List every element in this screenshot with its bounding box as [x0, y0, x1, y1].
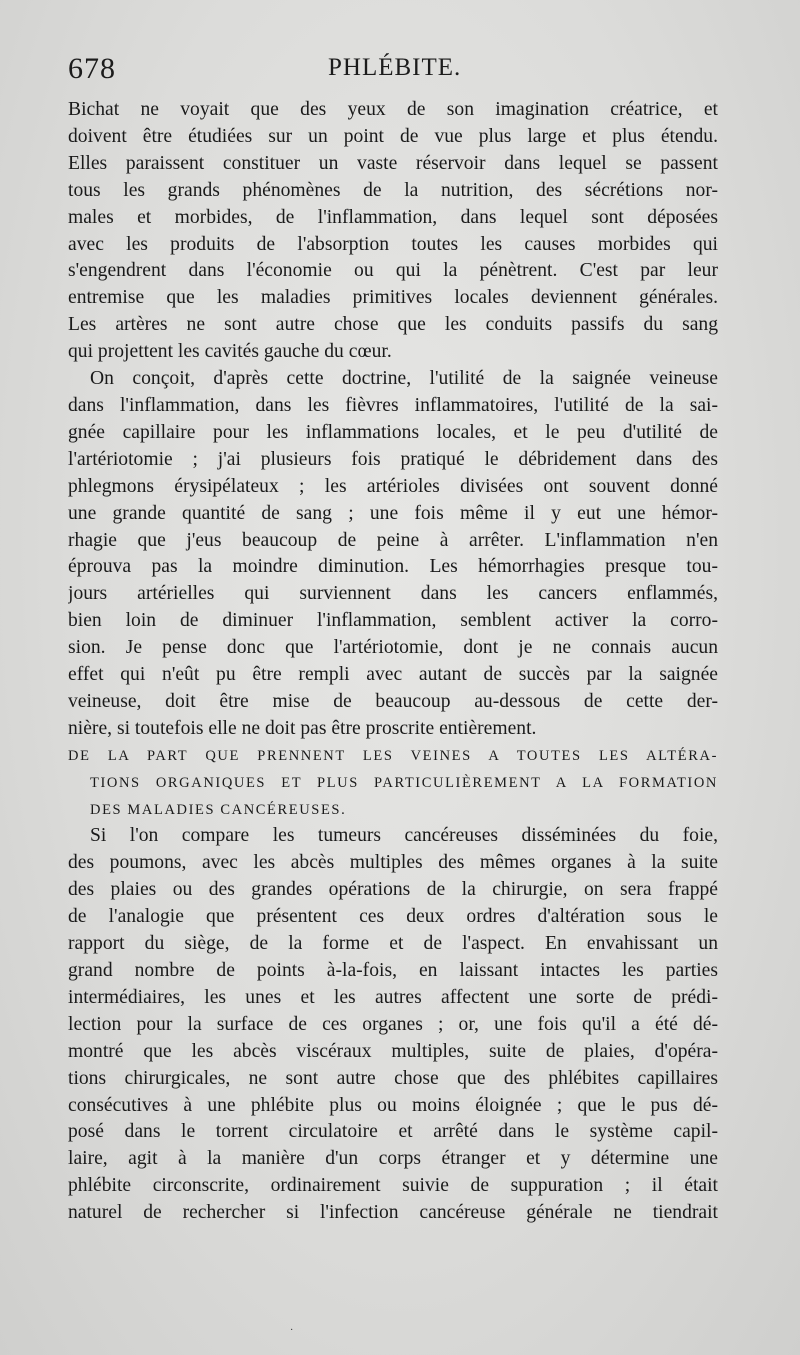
text-line: entremise que les maladies primitives locales deviennent générales. — [68, 287, 718, 309]
text-line: consécutives à une phlébite plus ou moins éloignée ; que le pus dé- — [68, 1094, 718, 1116]
running-title: PHLÉBITE. — [328, 54, 462, 81]
text-line: nière, si toutefois elle ne doit pas être proscrite entièrement. — [68, 717, 537, 739]
text-line: intermédiaires, les unes et les autres affectent une sorte de prédi- — [68, 986, 718, 1008]
text-line: phlébite circonscrite, ordinairement suivie de suppuration ; il était — [68, 1175, 718, 1197]
heading-line: DE LA PART QUE PRENNENT LES VEINES A TOUTES LES ALTÉRA- — [68, 747, 718, 764]
text-line: grand nombre de points à-la-fois, en laissant intactes les parties — [68, 960, 718, 981]
text-line: males et morbides, de l'inflammation, dans lequel sont déposées — [68, 206, 718, 228]
page-header — [68, 52, 718, 88]
paragraph-3 — [68, 823, 718, 1227]
text-line: tous les grands phénomènes de la nutrition, des sécrétions nor- — [68, 179, 718, 201]
text-line: rhagie que j'eus beaucoup de peine à arrêter. L'inflammation n'en — [68, 529, 718, 551]
text-line: rapport du siège, de la forme et de l'aspect. En envahissant un — [68, 933, 718, 955]
text-line: des poumons, avec les abcès multiples des mêmes organes à la suite — [68, 852, 718, 874]
text-line: posé dans le torrent circulatoire et arrêté dans le système capil- — [68, 1121, 718, 1143]
body-text — [68, 97, 718, 1227]
paragraph-1 — [68, 97, 718, 366]
page-number: 678 — [68, 52, 116, 85]
text-line: dans l'inflammation, dans les fièvres inflammatoires, l'utilité de la sai- — [68, 394, 718, 416]
text-line: Bichat ne voyait que des yeux de son imagination créatrice, et — [68, 99, 718, 120]
text-line: l'artériotomie ; j'ai plusieurs fois pratiqué le débridement dans des — [68, 448, 718, 470]
text-line: tions chirurgicales, ne sont autre chose que des phlébites capillaires — [68, 1067, 718, 1089]
text-line: effet qui n'eût pu être rempli avec autant de succès par la saignée — [68, 664, 718, 686]
text-line: On conçoit, d'après cette doctrine, l'utilité de la saignée veineuse — [90, 368, 718, 390]
text-line: laire, agit à la manière d'un corps étranger et y détermine une — [68, 1148, 718, 1170]
text-line: Les artères ne sont autre chose que les conduits passifs du sang — [68, 314, 718, 336]
heading-line: DES MALADIES CANCÉREUSES. — [90, 801, 347, 818]
text-line: de l'analogie que présentent ces deux ordres d'altération sous le — [68, 906, 718, 928]
text-line: qui projettent les cavités gauche du cœur. — [68, 341, 392, 363]
paragraph-2 — [68, 366, 718, 743]
text-line: sion. Je pense donc que l'artériotomie, dont je ne connais aucun — [68, 637, 718, 659]
text-line: phlegmons érysipélateux ; les artérioles divisées ont souvent donné — [68, 475, 718, 497]
text-line: bien loin de diminuer l'inflammation, semblent activer la corro- — [68, 610, 718, 632]
text-line: jours artérielles qui surviennent dans les cancers enflammés, — [68, 583, 718, 605]
text-line: Elles paraissent constituer un vaste réservoir dans lequel se passent — [68, 152, 718, 174]
text-line: doivent être étudiées sur un point de vue plus large et plus étendu. — [68, 125, 718, 147]
heading-line: TIONS ORGANIQUES ET PLUS PARTICULIÈREMENT A LA FORMATION — [90, 774, 718, 791]
text-line: Si l'on compare les tumeurs cancéreuses disséminées du foie, — [90, 825, 718, 847]
text-line: avec les produits de l'absorption toutes les causes morbides qui — [68, 233, 718, 255]
print-mark: · — [290, 1325, 294, 1336]
text-line: montré que les abcès viscéraux multiples, suite de plaies, d'opéra- — [68, 1040, 718, 1062]
text-line: une grande quantité de sang ; une fois même il y eut une hémor- — [68, 502, 718, 524]
section-heading — [68, 743, 718, 824]
text-line: naturel de rechercher si l'infection cancéreuse générale ne tiendrait — [68, 1202, 718, 1224]
text-line: veineuse, doit être mise de beaucoup au-dessous de cette der- — [68, 690, 718, 712]
text-line: éprouva pas la moindre diminution. Les hémorrhagies presque tou- — [68, 556, 718, 578]
text-line: des plaies ou des grandes opérations de la chirurgie, on sera frappé — [68, 879, 718, 901]
text-line: s'engendrent dans l'économie ou qui la pénètrent. C'est par leur — [68, 260, 718, 282]
text-line: gnée capillaire pour les inflammations locales, et le peu d'utilité de — [68, 421, 718, 443]
text-line: lection pour la surface de ces organes ; or, une fois qu'il a été dé- — [68, 1013, 718, 1035]
